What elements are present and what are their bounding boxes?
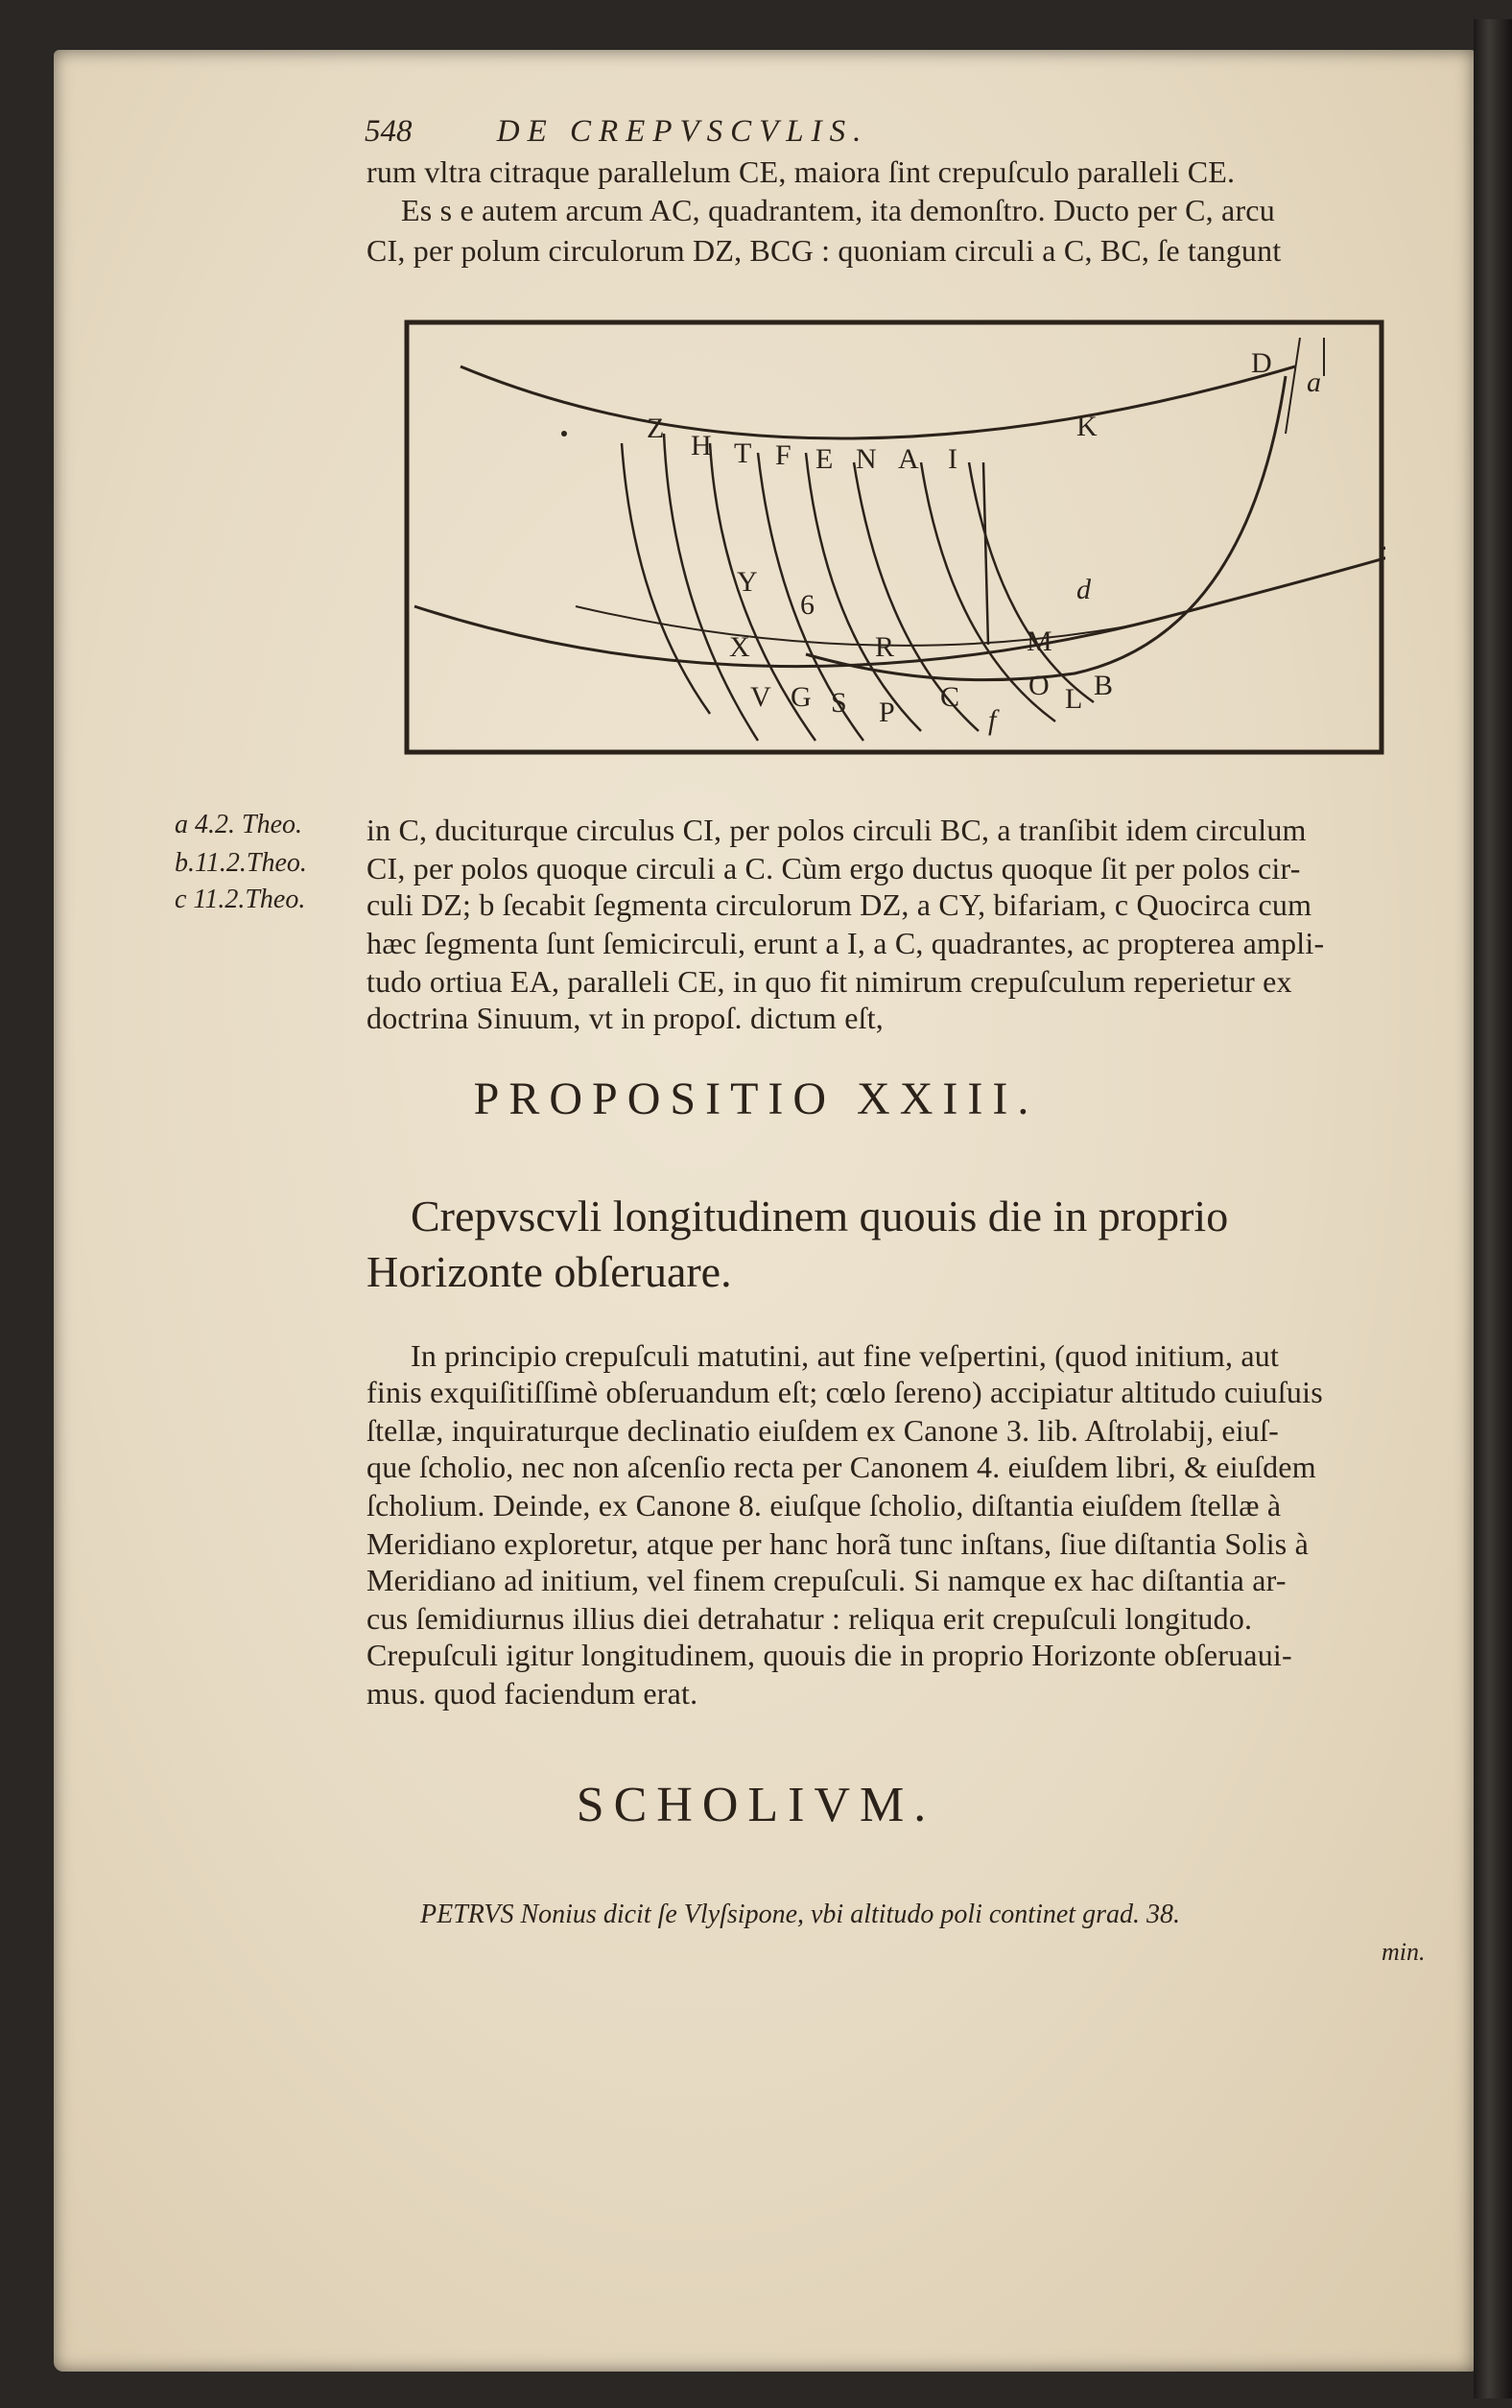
enunciation-line-1: Crepvscvli longitudinem quouis die in proprio <box>411 1192 1229 1240</box>
arc-5 <box>806 453 921 731</box>
margin-note-b: b.11.2.Theo. <box>175 848 307 878</box>
label-f-small: f <box>988 704 997 736</box>
label-a: A <box>898 443 919 475</box>
scholium-heading: SCHOLIVM. <box>576 1778 936 1832</box>
scholium-note-line-2: min. <box>1382 1938 1426 1966</box>
intro-line-2: Es s e autem arcum AC, quadrantem, ita demonſtro. Ducto per C, arcu <box>401 193 1275 227</box>
margin-note-c: c 11.2.Theo. <box>175 885 306 914</box>
label-b: B <box>1094 670 1114 701</box>
line-ai <box>983 462 988 645</box>
geometric-figure <box>403 319 1385 756</box>
label-r: R <box>875 631 895 663</box>
page-number: 548 <box>365 114 413 149</box>
label-v: V <box>750 681 771 713</box>
label-e: E <box>815 443 834 475</box>
body-line-6: Meridiano exploretur, atque per hanc horã tunc inſtans, ſiue diſtantia Solis à <box>366 1526 1310 1561</box>
running-head <box>365 113 868 150</box>
body-line-4: que ſcholio, nec non aſcenſio recta per Canonem 4. eiuſdem libri, & eiuſdem <box>366 1450 1316 1484</box>
label-p: P <box>879 696 895 728</box>
arc-dz <box>461 366 1295 438</box>
body-line-8: cus ſemidiurnus illius diei detrahatur : reliqua erit crepuſculi longitudo. <box>366 1601 1253 1636</box>
margin-note-a: a 4.2. Theo. <box>175 810 302 839</box>
proof-line-6: doctrina Sinuum, vt in propoſ. dictum eſt, <box>366 1001 885 1035</box>
body-line-2: finis exquiſitiſſimè obſeruandum eſt; cœlo ſereno) accipiatur altitudo cuiuſuis <box>366 1375 1323 1409</box>
label-s: S <box>831 687 847 719</box>
proof-line-1: in C, duciturque circulus CI, per polos circuli BC, a tranſibit idem circulum <box>366 813 1307 847</box>
body-line-9: Crepuſculi igitur longitudinem, quouis die in proprio Horizonte obſeruaui- <box>366 1638 1292 1672</box>
label-small-a: a <box>1307 366 1321 398</box>
figure-frame <box>407 322 1382 752</box>
label-y: Y <box>737 566 758 598</box>
label-m: M <box>1027 626 1052 657</box>
dot-mark <box>561 431 567 437</box>
scholium-note-line-1: PETRVS Nonius dicit ſe Vlyſsipone, vbi altitudo poli continet grad. 38. <box>420 1900 1180 1929</box>
intro-line-1: rum vltra citraque parallelum CE, maiora ſint crepuſculo paralleli CE. <box>366 154 1236 189</box>
label-6: 6 <box>800 589 815 621</box>
label-d: D <box>1251 347 1272 379</box>
running-title: DE CREPVSCVLIS. <box>496 114 869 149</box>
proof-line-4: hæc ſegmenta ſunt ſemicirculi, erunt a I, a C, quadrantes, ac propterea ampli- <box>366 926 1325 960</box>
label-z: Z <box>647 413 665 444</box>
book-gutter <box>1474 19 1512 2398</box>
enunciation-line-2: Horizonte obſeruare. <box>366 1247 732 1296</box>
body-line-5: ſcholium. Deinde, ex Canone 8. eiuſque ſcholio, diſtantia eiuſdem ſtellæ à <box>366 1488 1282 1523</box>
arc-1 <box>622 443 710 714</box>
proof-line-2: CI, per polos quoque circuli a C. Cùm ergo ductus quoque ſit per polos cir- <box>366 851 1301 885</box>
label-o: O <box>1028 670 1050 701</box>
figure-svg <box>403 319 1385 756</box>
label-k: K <box>1076 411 1098 442</box>
label-d-small: d <box>1076 574 1091 605</box>
body-line-10: mus. quod faciendum erat. <box>366 1676 698 1711</box>
line-d <box>1286 338 1300 434</box>
label-g: G <box>791 681 812 713</box>
label-h: H <box>691 430 712 461</box>
body-line-1: In principio crepuſculi matutini, aut fine veſpertini, (quod initium, aut <box>411 1338 1280 1373</box>
label-n: N <box>856 443 877 475</box>
label-t: T <box>734 437 752 469</box>
body-line-7: Meridiano ad initium, vel finem crepuſculi. Si namque ex hac diſtantia ar- <box>366 1563 1287 1597</box>
intro-line-3: CI, per polum circulorum DZ, BCG : quoniam circuli a C, BC, ſe tangunt <box>366 233 1282 268</box>
label-f: F <box>775 439 791 471</box>
arc-horizon <box>414 538 1385 666</box>
label-l: L <box>1065 683 1083 715</box>
label-i: I <box>948 443 957 475</box>
label-c: C <box>940 681 960 713</box>
label-x: X <box>729 631 750 663</box>
proposition-heading: PROPOSITIO XXIII. <box>473 1074 1039 1124</box>
body-line-3: ſtellæ, inquiraturque declinatio eiuſdem ex Canone 3. lib. Aſtrolabij, eiuſ- <box>366 1413 1279 1448</box>
proof-line-3: culi DZ; b ſecabit ſegmenta circulorum DZ, a CY, bifariam, c Quocirca cum <box>366 887 1312 922</box>
proof-line-5: tudo ortiua EA, paralleli CE, in quo fit nimirum crepuſculum reperietur ex <box>366 964 1292 999</box>
